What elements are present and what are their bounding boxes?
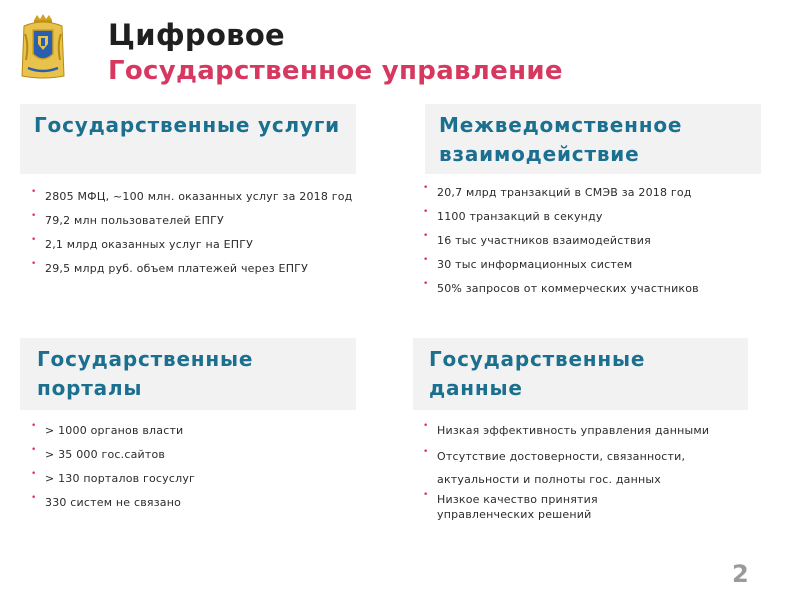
bullet-icon: • — [423, 421, 429, 431]
bullet-icon: • — [31, 445, 37, 455]
list-item: • > 1000 органов власти — [31, 421, 184, 437]
bullet-icon: • — [31, 259, 37, 269]
bullet-icon: • — [423, 183, 429, 193]
page-title: Цифровое — [108, 18, 286, 52]
list-item: • Низкая эффективность управления данными — [423, 421, 710, 437]
bullet-icon: • — [31, 421, 37, 431]
bullet-icon: • — [423, 490, 429, 500]
section-heading-portals: Государственные порталы — [20, 338, 356, 410]
page-subtitle: Государственное управление — [108, 56, 563, 86]
coat-of-arms-icon — [20, 14, 66, 80]
section-heading-data: Государственные данные — [413, 338, 748, 410]
page-number: 2 — [732, 560, 749, 588]
list-item: • Низкое качество принятия — [423, 490, 598, 506]
list-item: • 29,5 млрд руб. объем платежей через ЕПГУ — [31, 259, 308, 275]
list-item: • 16 тыс участников взаимодействия — [423, 231, 651, 247]
list-item: • 50% запросов от коммерческих участников — [423, 279, 699, 295]
section-heading-interaction: Межведомственное взаимодействие — [425, 104, 761, 174]
list-item: • 20,7 млрд транзакций в СМЭВ за 2018 год — [423, 183, 692, 199]
list-item: • Отсутствие достоверности, связанности, — [423, 447, 686, 463]
bullet-icon: • — [423, 279, 429, 289]
services-list — [31, 187, 353, 286]
interaction-list — [423, 183, 699, 306]
portals-list — [31, 421, 196, 520]
bullet-icon: • — [423, 231, 429, 241]
list-item-continuation: актуальности и полноты гос. данных — [437, 473, 661, 486]
bullet-icon: • — [31, 469, 37, 479]
list-item: • > 35 000 гос.сайтов — [31, 445, 166, 461]
list-item: • > 130 порталов госуслуг — [31, 469, 196, 485]
list-item: • 2805 МФЦ, ~100 млн. оказанных услуг за 2018 год — [31, 187, 353, 203]
section-heading-services: Государственные услуги — [20, 104, 356, 174]
data-list — [423, 421, 710, 523]
bullet-icon: • — [31, 187, 37, 197]
bullet-icon: • — [31, 211, 37, 221]
list-item-continuation: управленческих решений — [437, 508, 592, 521]
bullet-icon: • — [423, 207, 429, 217]
bullet-icon: • — [423, 255, 429, 265]
list-item: • 79,2 млн пользователей ЕПГУ — [31, 211, 224, 227]
list-item: • 330 систем не связано — [31, 493, 182, 509]
list-item: • 1100 транзакций в секунду — [423, 207, 603, 223]
list-item: • 30 тыс информационных систем — [423, 255, 633, 271]
bullet-icon: • — [423, 447, 429, 457]
bullet-icon: • — [31, 235, 37, 245]
bullet-icon: • — [31, 493, 37, 503]
list-item: • 2,1 млрд оказанных услуг на ЕПГУ — [31, 235, 254, 251]
